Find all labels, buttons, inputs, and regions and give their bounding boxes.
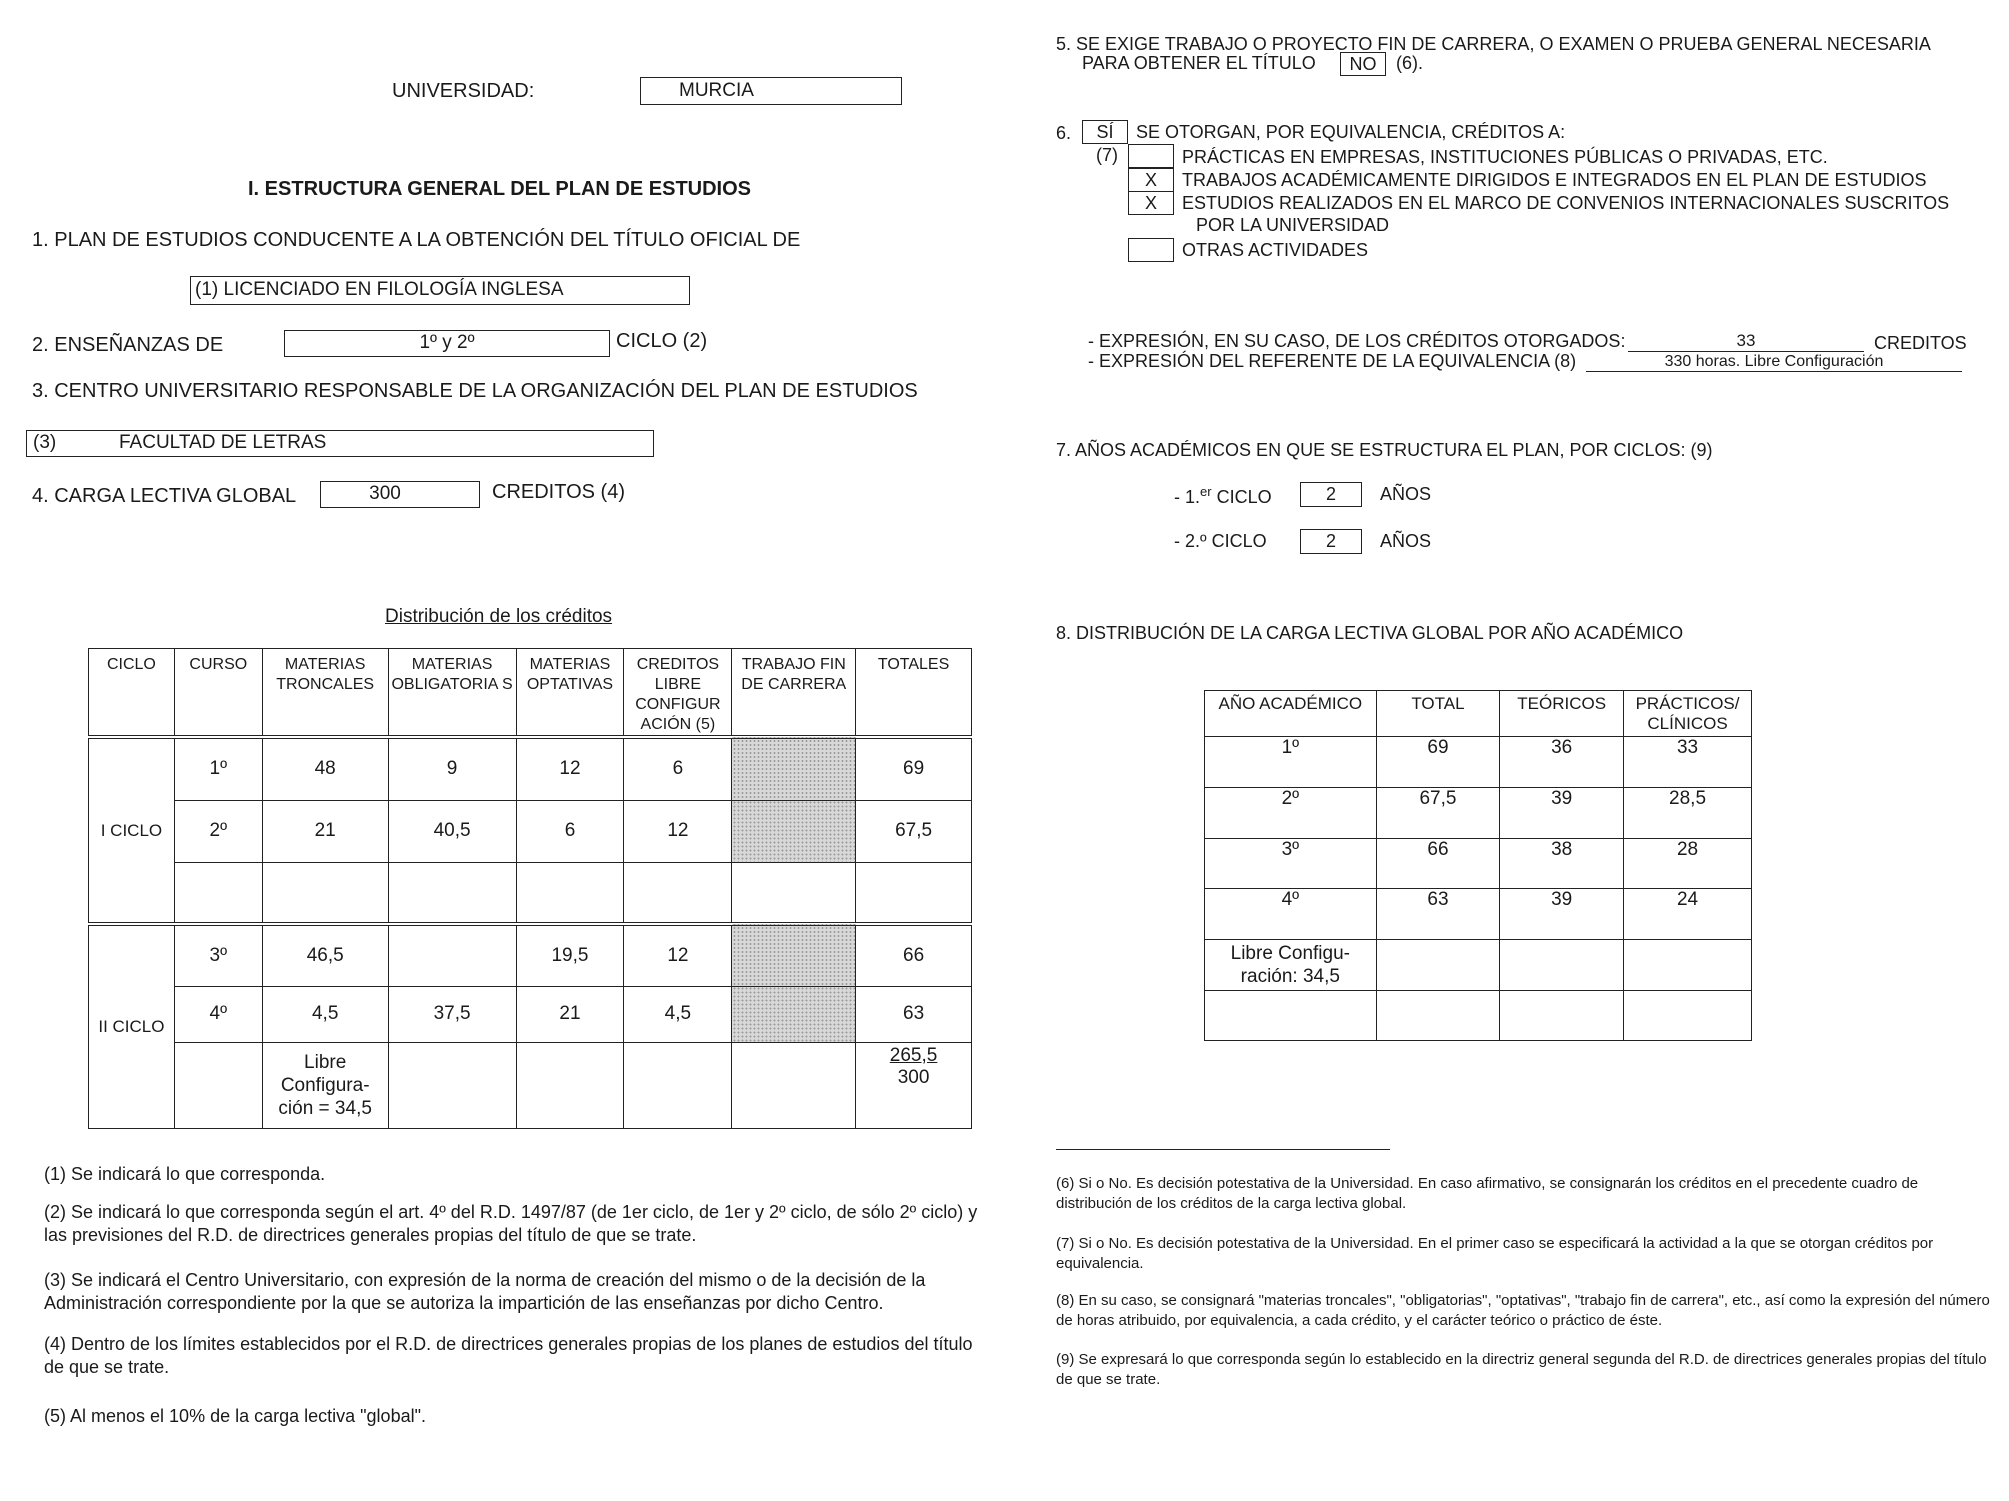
cell: 38 bbox=[1500, 839, 1624, 889]
cell: 28 bbox=[1624, 839, 1752, 889]
footnote-5: (5) Al menos el 10% de la carga lectiva "global". bbox=[44, 1406, 426, 1426]
cell: 4,5 bbox=[624, 986, 732, 1042]
cell bbox=[516, 1042, 624, 1128]
cell: 12 bbox=[624, 924, 732, 986]
expr1-value: 33 bbox=[1628, 331, 1864, 352]
cell: 12 bbox=[516, 737, 624, 800]
cell: 66 bbox=[1376, 839, 1500, 889]
cell: 12 bbox=[624, 800, 732, 862]
footnote-8: (8) En su caso, se consignará "materias troncales", "obligatorias", "optativas", "trabajo fin de carrera", etc., así como la expresión del número de horas atribuido, por equivalencia, a cada crédito, y el carácter teórico o práctico de éste. bbox=[1056, 1292, 1990, 1329]
cell bbox=[388, 862, 516, 924]
cell: 39 bbox=[1500, 788, 1624, 839]
col-header: MATERIAS OPTATIVAS bbox=[516, 649, 624, 738]
page-title: I. ESTRUCTURA GENERAL DEL PLAN DE ESTUDIOS bbox=[248, 178, 752, 200]
ciclo1-word: CICLO bbox=[1216, 487, 1272, 507]
cell: 46,5 bbox=[262, 924, 388, 986]
ciclo-label: II CICLO bbox=[89, 924, 175, 1128]
creditos-suffix: CREDITOS (4) bbox=[492, 481, 625, 503]
cell bbox=[1376, 940, 1500, 991]
option-label-cont: POR LA UNIVERSIDAD bbox=[1196, 215, 1390, 235]
cell: 4,5 bbox=[262, 986, 388, 1042]
sec7-label: 7. AÑOS ACADÉMICOS EN QUE SE ESTRUCTURA EL PLAN, POR CICLOS: (9) bbox=[1056, 440, 1713, 460]
cell: 21 bbox=[262, 800, 388, 862]
cell: 66 bbox=[856, 924, 972, 986]
col-header: PRÁCTICOS/ CLÍNICOS bbox=[1624, 691, 1752, 737]
cell: 2º bbox=[1205, 788, 1377, 839]
col-header: TRABAJO FIN DE CARRERA bbox=[732, 649, 856, 738]
cell bbox=[1500, 991, 1624, 1041]
ciclo-suffix: CICLO (2) bbox=[616, 330, 708, 352]
cell: 37,5 bbox=[388, 986, 516, 1042]
cell bbox=[174, 1042, 262, 1128]
libre-note: Libre Configura- ción = 34,5 bbox=[262, 1042, 388, 1128]
sec4-label: 4. CARGA LECTIVA GLOBAL bbox=[32, 485, 297, 507]
cell bbox=[856, 862, 972, 924]
ensenanzas-value: 1º y 2º bbox=[284, 330, 610, 357]
cell: 33 bbox=[1624, 737, 1752, 788]
total-underlined: 265,5 bbox=[889, 1044, 938, 1066]
checkbox[interactable]: X bbox=[1128, 168, 1174, 192]
year-header-row bbox=[1205, 691, 1752, 737]
sec1-label: 1. PLAN DE ESTUDIOS CONDUCENTE A LA OBTENCIÓN DEL TÍTULO OFICIAL DE bbox=[32, 229, 801, 251]
cell: 24 bbox=[1624, 889, 1752, 940]
checkbox[interactable]: X bbox=[1128, 191, 1174, 215]
cell: 1º bbox=[174, 737, 262, 800]
cell: 3º bbox=[1205, 839, 1377, 889]
checkbox[interactable] bbox=[1128, 238, 1174, 262]
sec3-label: 3. CENTRO UNIVERSITARIO RESPONSABLE DE LA ORGANIZACIÓN DEL PLAN DE ESTUDIOS bbox=[32, 380, 918, 402]
footnote-divider bbox=[1056, 1149, 1390, 1150]
cell bbox=[174, 862, 262, 924]
col-header: CREDITOS LIBRE CONFIGUR ACIÓN (5) bbox=[624, 649, 732, 738]
option-label: OTRAS ACTIVIDADES bbox=[1182, 240, 1369, 260]
credits-table bbox=[88, 648, 972, 1129]
sec6-note: (7) bbox=[1096, 145, 1118, 165]
footnote-9: (9) Se expresará lo que corresponda según lo establecido en la directriz general segunda del R.D. de directrices generales propias del título de que se trate. bbox=[1056, 1351, 1987, 1388]
centro-box bbox=[26, 430, 654, 457]
anos-label: AÑOS bbox=[1380, 531, 1432, 551]
cell bbox=[1624, 991, 1752, 1041]
ciclo1-prefix: - 1. bbox=[1174, 487, 1201, 507]
cell bbox=[516, 862, 624, 924]
universidad-label: UNIVERSIDAD: bbox=[392, 80, 535, 102]
titulo-value: (1) LICENCIADO EN FILOLOGÍA INGLESA bbox=[190, 276, 690, 305]
shaded-cell bbox=[732, 924, 856, 986]
ciclo1-value: 2 bbox=[1300, 482, 1362, 507]
cell bbox=[262, 862, 388, 924]
checkbox[interactable] bbox=[1128, 144, 1174, 168]
cell: 6 bbox=[516, 800, 624, 862]
sec6-num: 6. bbox=[1056, 123, 1072, 143]
credits-header-row bbox=[89, 649, 972, 738]
cell: 19,5 bbox=[516, 924, 624, 986]
ciclo1-label bbox=[1174, 484, 1272, 508]
table-row bbox=[1205, 839, 1752, 889]
table-row bbox=[89, 737, 972, 800]
universidad-value: MURCIA bbox=[640, 77, 902, 105]
footnote-4: (4) Dentro de los límites establecidos por el R.D. de directrices generales propias de los planes de estudios del título de que se trate. bbox=[44, 1334, 973, 1377]
cell bbox=[1624, 940, 1752, 991]
col-header: TOTALES bbox=[856, 649, 972, 738]
cell: 67,5 bbox=[856, 800, 972, 862]
ciclo-label: I CICLO bbox=[89, 737, 175, 924]
table-row bbox=[1205, 788, 1752, 839]
sec5-line2: PARA OBTENER EL TÍTULO bbox=[1082, 53, 1316, 73]
cell: 3º bbox=[174, 924, 262, 986]
shaded-cell bbox=[732, 800, 856, 862]
footnote-6: (6) Si o No. Es decisión potestativa de la Universidad. En caso afirmativo, se consignarán los créditos en el precedente cuadro de distribución de los créditos de la carga lectiva global. bbox=[1056, 1175, 1919, 1212]
cell: 28,5 bbox=[1624, 788, 1752, 839]
cell: 2º bbox=[174, 800, 262, 862]
cell bbox=[624, 1042, 732, 1128]
table-row bbox=[89, 1042, 972, 1128]
cell bbox=[1500, 940, 1624, 991]
cell: 6 bbox=[624, 737, 732, 800]
cell: 63 bbox=[1376, 889, 1500, 940]
sec2-label: 2. ENSEÑANZAS DE bbox=[32, 334, 224, 356]
cell bbox=[732, 862, 856, 924]
table-row bbox=[89, 862, 972, 924]
expr1-suffix: CREDITOS bbox=[1874, 333, 1967, 353]
ciclo2-label: - 2.º CICLO bbox=[1174, 531, 1267, 551]
cell bbox=[624, 862, 732, 924]
carga-value: 300 bbox=[320, 481, 480, 508]
table-row bbox=[1205, 940, 1752, 991]
col-header: CICLO bbox=[89, 649, 175, 738]
table-row bbox=[89, 924, 972, 986]
col-header: MATERIAS OBLIGATORIA S bbox=[388, 649, 516, 738]
expr2-value: 330 horas. Libre Configuración bbox=[1586, 353, 1962, 372]
cell: 67,5 bbox=[1376, 788, 1500, 839]
cell: 4º bbox=[1205, 889, 1377, 940]
col-header: MATERIAS TRONCALES bbox=[262, 649, 388, 738]
table-row bbox=[1205, 889, 1752, 940]
cell bbox=[388, 924, 516, 986]
cell: 4º bbox=[174, 986, 262, 1042]
footnote-2: (2) Se indicará lo que corresponda según el art. 4º del R.D. 1497/87 (de 1er ciclo, de 1er y 2º ciclo, de sólo 2º ciclo) y las previsiones del R.D. de directrices generales propias del título de que se trate. bbox=[44, 1202, 978, 1245]
centro-num: (3) bbox=[33, 432, 57, 453]
centro-value: FACULTAD DE LETRAS bbox=[119, 432, 327, 453]
cell: 9 bbox=[388, 737, 516, 800]
shaded-cell bbox=[732, 986, 856, 1042]
table-row bbox=[1205, 991, 1752, 1041]
cell: 1º bbox=[1205, 737, 1377, 788]
cell bbox=[1376, 991, 1500, 1041]
libre-note: Libre Configu- ración: 34,5 bbox=[1205, 940, 1377, 991]
col-header: TOTAL bbox=[1376, 691, 1500, 737]
cell: 39 bbox=[1500, 889, 1624, 940]
year-table bbox=[1204, 690, 1752, 1041]
expr1-label: - EXPRESIÓN, EN SU CASO, DE LOS CRÉDITOS OTORGADOS: bbox=[1088, 331, 1626, 351]
ciclo2-value: 2 bbox=[1300, 529, 1362, 554]
sec8-label: 8. DISTRIBUCIÓN DE LA CARGA LECTIVA GLOBAL POR AÑO ACADÉMICO bbox=[1056, 623, 1684, 643]
expr2-label: - EXPRESIÓN DEL REFERENTE DE LA EQUIVALENCIA (8) bbox=[1088, 351, 1577, 371]
anos-label: AÑOS bbox=[1380, 484, 1432, 504]
cell bbox=[732, 1042, 856, 1128]
credits-table-caption: Distribución de los créditos bbox=[385, 606, 613, 627]
option-label: ESTUDIOS REALIZADOS EN EL MARCO DE CONVENIOS INTERNACIONALES SUSCRITOS bbox=[1182, 193, 1950, 213]
sec5-line1: 5. SE EXIGE TRABAJO O PROYECTO FIN DE CARRERA, O EXAMEN O PRUEBA GENERAL NECESARIA bbox=[1056, 34, 1931, 54]
totals-cell bbox=[856, 1042, 972, 1128]
ciclo1-sup: er bbox=[1200, 484, 1212, 499]
footnote-7: (7) Si o No. Es decisión potestativa de la Universidad. En el primer caso se especificará la actividad a la que se otorgan créditos por equivalencia. bbox=[1056, 1235, 1934, 1272]
cell: 21 bbox=[516, 986, 624, 1042]
option-label: TRABAJOS ACADÉMICAMENTE DIRIGIDOS E INTEGRADOS EN EL PLAN DE ESTUDIOS bbox=[1182, 170, 1927, 190]
cell: 63 bbox=[856, 986, 972, 1042]
option-label: PRÁCTICAS EN EMPRESAS, INSTITUCIONES PÚBLICAS O PRIVADAS, ETC. bbox=[1182, 147, 1828, 167]
shaded-cell bbox=[732, 737, 856, 800]
sec5-note: (6). bbox=[1396, 53, 1423, 73]
table-row bbox=[89, 800, 972, 862]
footnote-3: (3) Se indicará el Centro Universitario, con expresión de la norma de creación del mismo o de la decisión de la Administración correspondiente por la que se autoriza la impartición de las enseñanzas por dicho Centro. bbox=[44, 1270, 926, 1313]
total-final: 300 bbox=[897, 1066, 930, 1088]
cell bbox=[1205, 991, 1377, 1041]
table-row bbox=[89, 986, 972, 1042]
table-row bbox=[1205, 737, 1752, 788]
sec6-label: SE OTORGAN, POR EQUIVALENCIA, CRÉDITOS A: bbox=[1136, 122, 1566, 142]
cell: 40,5 bbox=[388, 800, 516, 862]
col-header: AÑO ACADÉMICO bbox=[1205, 691, 1377, 737]
col-header: TEÓRICOS bbox=[1500, 691, 1624, 737]
cell: 48 bbox=[262, 737, 388, 800]
col-header: CURSO bbox=[174, 649, 262, 738]
sec5-value-box: NO bbox=[1340, 52, 1386, 76]
sec6-value-box: SÍ bbox=[1082, 120, 1128, 144]
cell: 69 bbox=[1376, 737, 1500, 788]
cell: 36 bbox=[1500, 737, 1624, 788]
cell: 69 bbox=[856, 737, 972, 800]
footnote-1: (1) Se indicará lo que corresponda. bbox=[44, 1164, 326, 1184]
cell bbox=[388, 1042, 516, 1128]
